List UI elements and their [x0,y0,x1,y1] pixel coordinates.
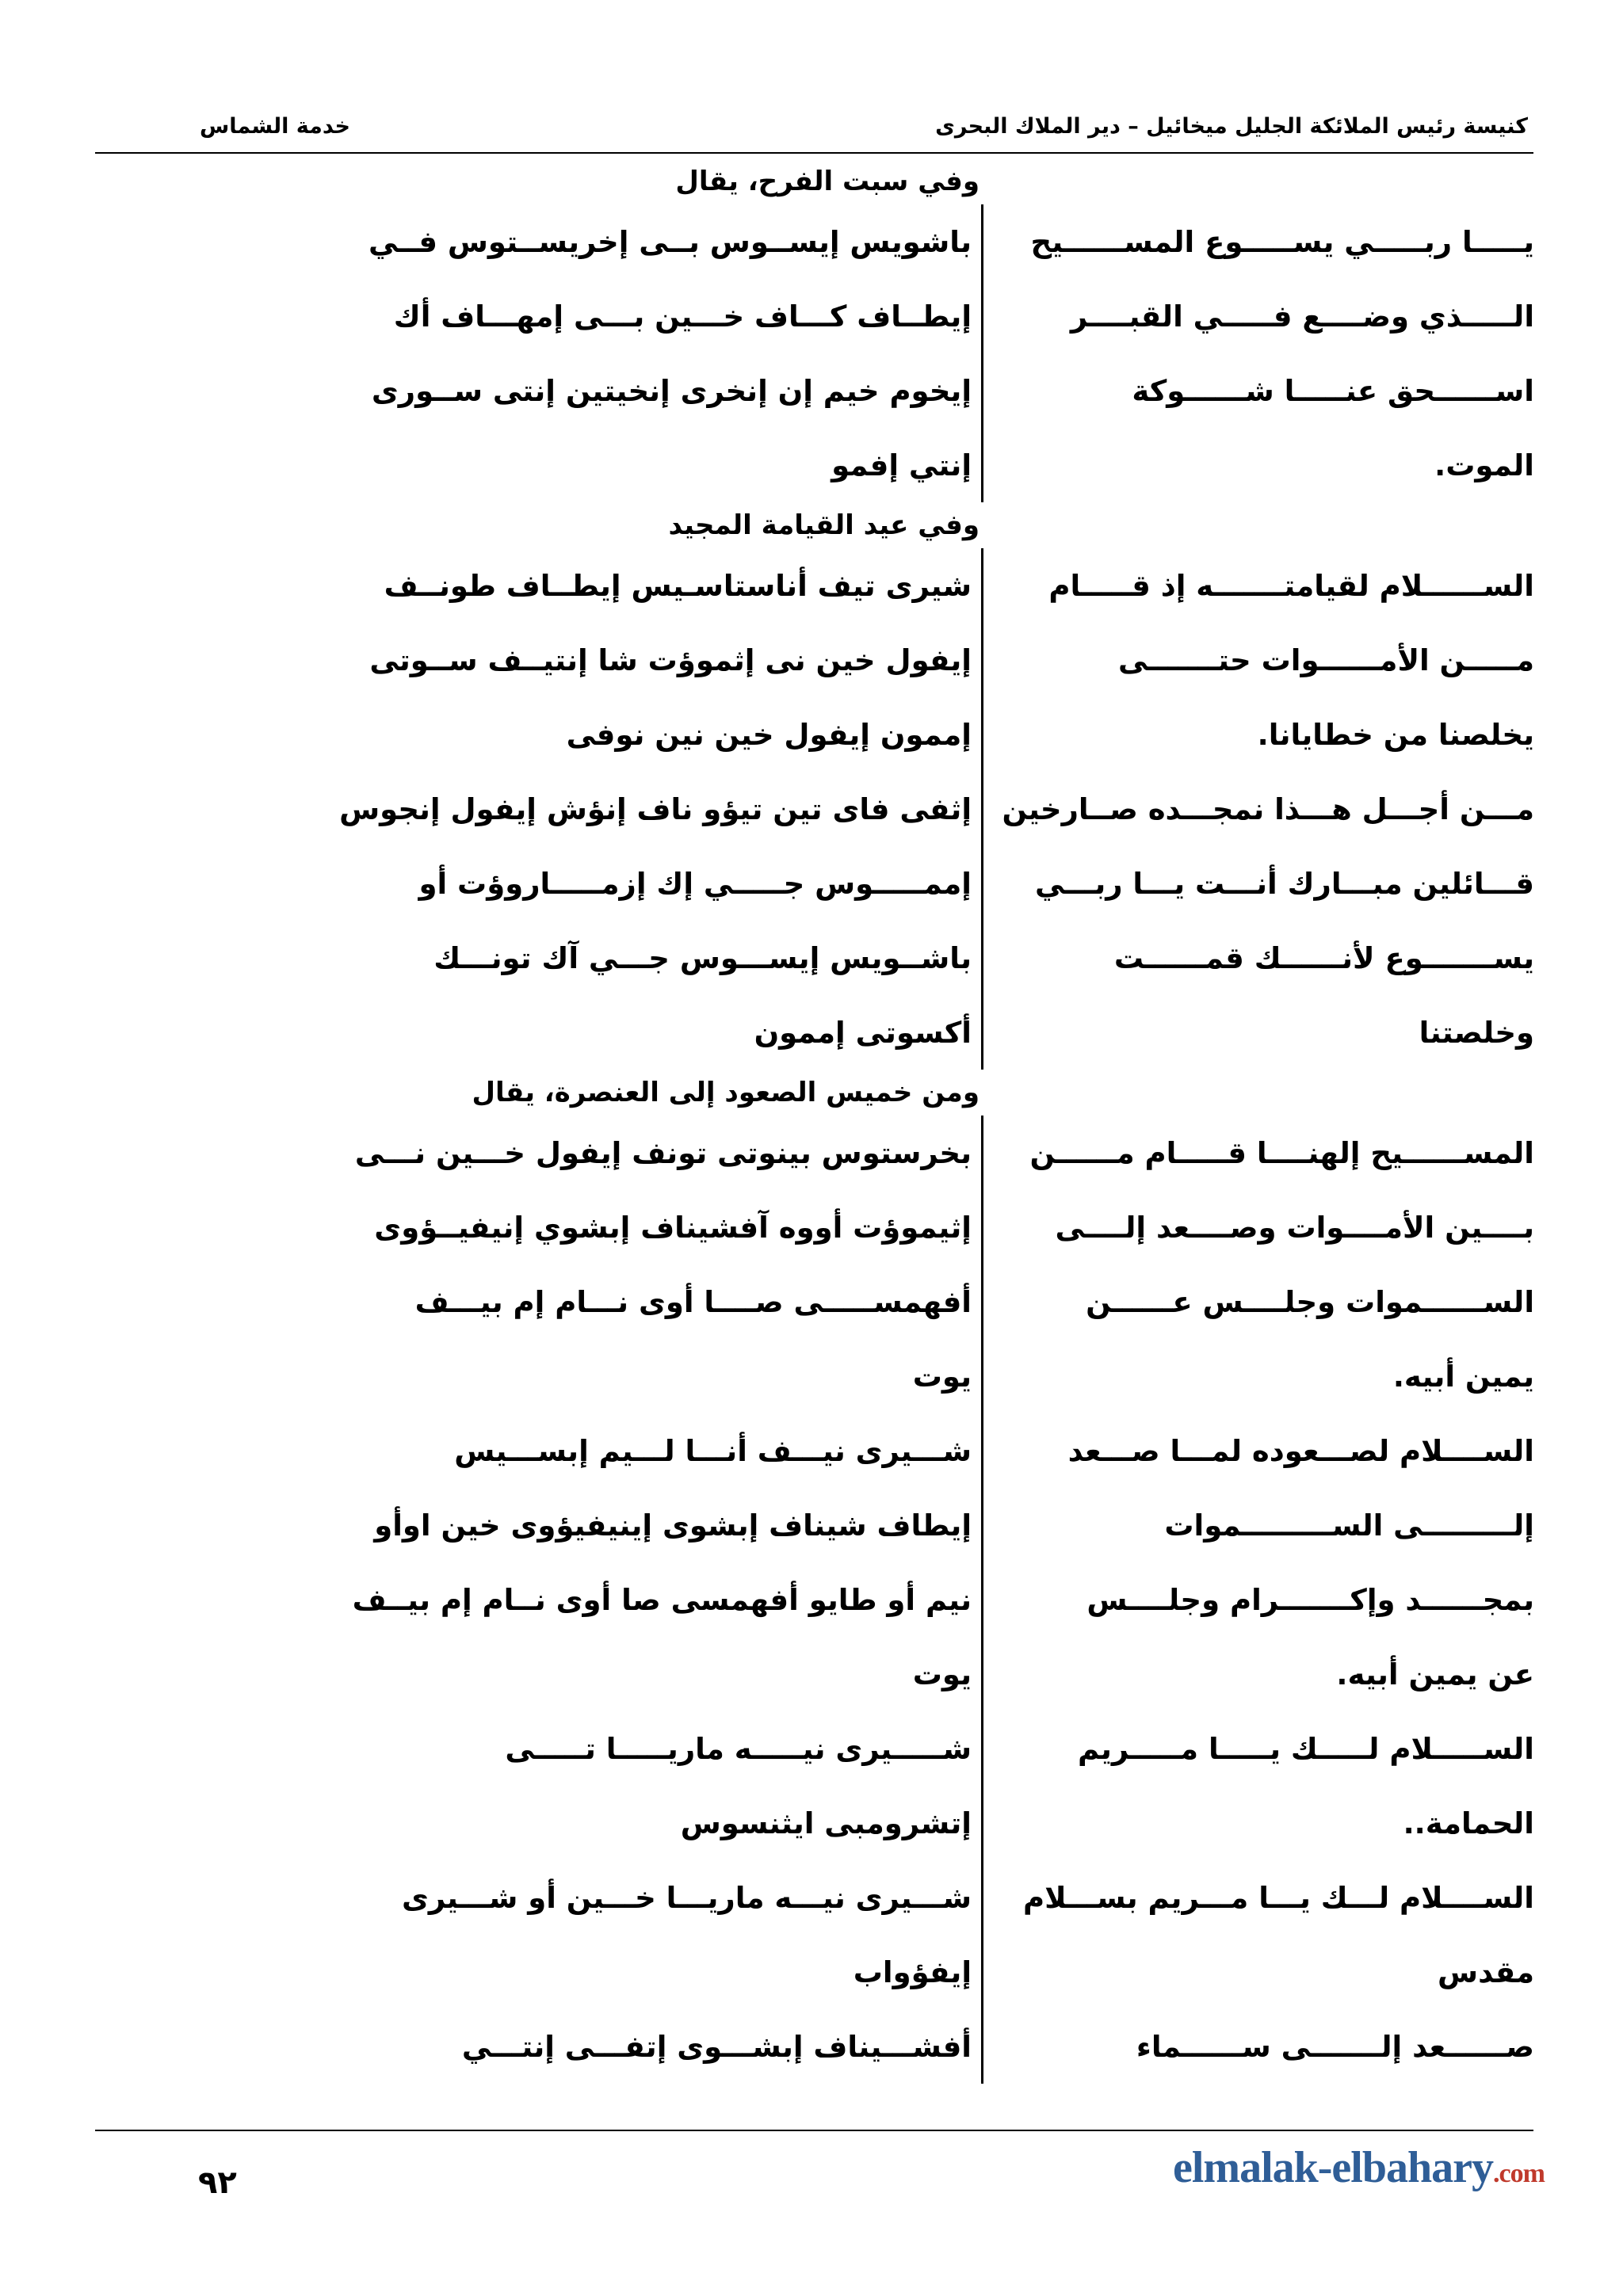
coptic-text: بخرستوس بينوتى تونف إيفول خـــين نـــى [354,1135,972,1170]
coptic-text: شـــيرى نيـــه ماريـــا خـــين أو شـــيرى [401,1880,972,1915]
logo-suffix: .com [1492,2159,1545,2188]
column-divider [981,1190,983,1264]
coptic-text: إممـــــوس جـــــي إك إزمـــــاروؤت أو [418,866,972,901]
arabic-text: الحمامة.. [1403,1806,1534,1840]
arabic-text: الســـــلام لـــــك يـــــا مـــــريم [1078,1731,1534,1766]
verse-row [298,1413,1534,1488]
coptic-text: أكسوتى إممون [754,1015,972,1050]
arabic-text: يمين أبيه. [1392,1359,1534,1394]
arabic-text: الســــــلام لقيامتـــــــه إذ قـــــام [1048,568,1534,603]
coptic-text: إيفؤواب [853,1955,972,1989]
verse-row [298,2009,1534,2084]
hymn-content [298,158,1534,2084]
verse-row [298,1711,1534,1786]
arabic-text: اســــــحق عنـــــا شــــــوكة [1132,373,1534,408]
verse-row [298,772,1534,846]
verse-row [298,846,1534,921]
verse-row [298,1116,1534,1190]
column-divider [981,279,983,353]
verse-row [298,204,1534,279]
arabic-text: وخلصتنا [1419,1015,1534,1050]
column-divider [981,1339,983,1413]
coptic-text: شـــــيرى نيـــــه ماريـــــا تـــــى [505,1731,972,1766]
verse-row [298,353,1534,428]
arabic-text: المســــــيح إلهنــــا قـــــام مــــــن [1029,1135,1534,1170]
arabic-text: الـــــذي وضــــع فـــــي القبــــر [1070,299,1534,334]
arabic-text: مـــــن الأمــــــوات حتـــــــى [1117,643,1534,677]
column-divider [981,204,983,279]
section-heading: وفي سبت الفرح، يقال [675,166,980,197]
verse-row [298,1637,1534,1711]
verse-row [298,1488,1534,1562]
verse-row [298,623,1534,697]
verse-row [298,1264,1534,1339]
coptic-text: يوت [912,1657,972,1691]
column-divider [981,1264,983,1339]
coptic-text: نيم أو طايو أفهمسى صا أوى نــام إم بيــف [352,1582,972,1617]
verse-row [298,1339,1534,1413]
verse-row [298,428,1534,502]
column-divider [981,1413,983,1488]
arabic-text: يـــــا ربـــــي يســـــوع المســــــيح [1030,224,1534,259]
arabic-text: الســــــموات وجلــــس عــــــن [1086,1284,1534,1319]
column-divider [981,1562,983,1637]
arabic-text: إلـــــــــى الســـــــــموات [1164,1508,1534,1543]
coptic-text: شيرى تيف أناستاسـيس إيطــاف طونــف [384,568,972,603]
column-divider [981,623,983,697]
column-divider [981,353,983,428]
site-logo[interactable] [1173,2142,1545,2193]
footer-rule [95,2130,1533,2131]
verse-row [298,697,1534,772]
coptic-text: أفهمســـــى صــــا أوى نـــام إم بيـــف [414,1284,972,1319]
verse-row [298,1860,1534,1935]
arabic-text: الســــلام لصـــعوده لمـــا صـــعد [1067,1433,1534,1468]
header-section-title: خدمة الشماس [200,114,350,139]
column-divider [981,1711,983,1786]
column-divider [981,1116,983,1190]
column-divider [981,2009,983,2084]
coptic-text: إيطــاف كـــاف خـــين بـــى إمهـــاف أك [393,299,972,334]
arabic-text: الموت. [1434,448,1534,482]
column-divider [981,1935,983,2009]
column-divider [981,1860,983,1935]
arabic-text: يســـــــوع لأنــــــك قمــــــت [1113,940,1534,975]
section-heading: ومن خميس الصعود إلى العنصرة، يقال [472,1077,980,1108]
coptic-text: إثيموؤت أووه آفشيناف إبشوي إنيفيــؤوى [374,1210,972,1245]
arabic-text: يخلصنا من خطايانا. [1257,717,1534,752]
logo-text: elmalak-elbahary [1173,2143,1493,2192]
coptic-text: إيخوم خيم إن إنخرى إنخيتين إنتى ســورى [371,373,972,408]
arabic-text: الســــلام لـــك يـــا مـــريم بســـلام [1022,1880,1534,1915]
coptic-text: إثفى فاى تين تيؤو ناف إنؤش إيفول إنجوس [339,791,972,826]
arabic-text: بمجــــــد وإكـــــــرام وجلــــس [1086,1582,1534,1617]
arabic-text: عن يمين أبيه. [1336,1657,1534,1691]
column-divider [981,428,983,502]
verse-row [298,995,1534,1070]
coptic-text: باشويس إيســوس بــى إخريســتوس فــي [369,224,972,259]
column-divider [981,1488,983,1562]
arabic-text: مـــن أجـــل هـــذا نمجـــده صــارخين [1002,791,1534,826]
verse-row [298,1935,1534,2009]
verse-row [298,1786,1534,1860]
coptic-text: إنتي إفمو [831,448,972,482]
coptic-text: شـــيرى نيـــف أنـــا لـــيم إبســـيس [454,1433,972,1468]
header-church-title: كنيسة رئيس الملائكة الجليل ميخائيل – دير الملاك البحرى [935,114,1528,139]
column-divider [981,1637,983,1711]
coptic-text: إيطاف شيناف إبشوى إينيفيؤوى خين اوأو [374,1508,972,1543]
header-rule [95,152,1533,154]
arabic-text: مقدس [1438,1955,1534,1989]
verse-row [298,1190,1534,1264]
coptic-text: إيفول خين نى إثموؤت شا إنتيــف ســوتى [369,643,972,677]
arabic-text: بــــين الأمــــوات وصــــعد إلــــى [1055,1210,1534,1245]
arabic-text: قـــائلين مبـــارك أنـــت يـــا ربـــي [1034,866,1534,901]
section-heading: وفي عيد القيامة المجيد [668,509,980,541]
column-divider [981,772,983,846]
coptic-text: أفشـــيناف إبشـــوى إتفـــى إنتـــي [461,2029,972,2064]
coptic-text: إتشرومبى ايثنسوس [680,1806,972,1840]
column-divider [981,697,983,772]
verse-row [298,921,1534,995]
verse-row [298,279,1534,353]
arabic-text: صــــــعد إلـــــــى ســــــماء [1136,2029,1534,2064]
column-divider [981,846,983,921]
column-divider [981,1786,983,1860]
coptic-text: إممون إيفول خين نين نوفى [566,717,972,752]
column-divider [981,995,983,1070]
column-divider [981,921,983,995]
coptic-text: باشــويس إيســـوس جـــي آك تونـــك [433,940,972,975]
coptic-text: يوت [912,1359,972,1394]
column-divider [981,548,983,623]
page-number: ٩٢ [198,2164,237,2201]
verse-row [298,1562,1534,1637]
verse-row [298,548,1534,623]
